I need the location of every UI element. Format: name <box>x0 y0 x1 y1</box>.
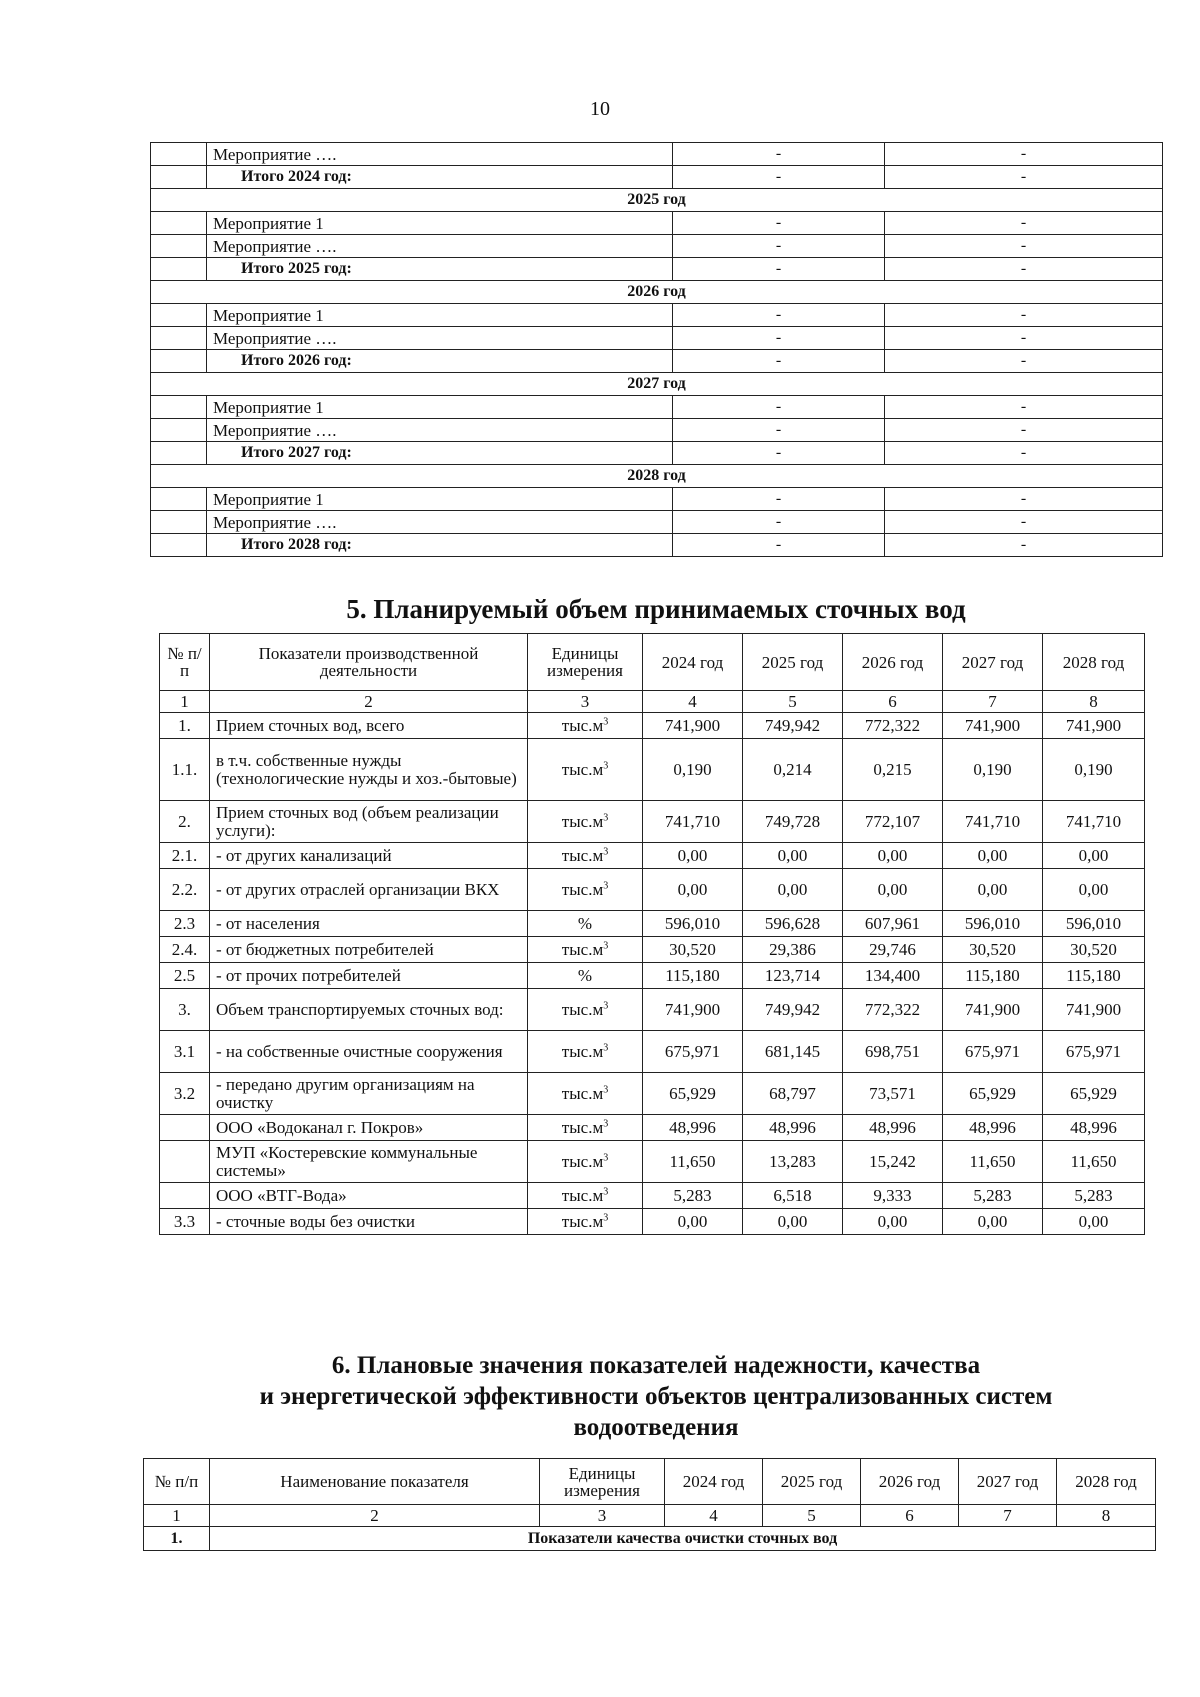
indicator-name: - на собственные очистные сооружения <box>210 1031 528 1073</box>
column-header: 2028 год <box>1043 634 1145 691</box>
unit-cell <box>528 1183 643 1209</box>
blank-cell <box>151 258 207 281</box>
blank-cell <box>151 350 207 373</box>
value-cell: - <box>885 534 1163 557</box>
value-cell: - <box>885 350 1163 373</box>
unit-text: % <box>577 966 593 985</box>
table-row <box>144 1527 1156 1551</box>
value-cell: - <box>673 212 885 235</box>
value-cell: 675,971 <box>1043 1031 1145 1073</box>
table-row <box>151 350 1163 373</box>
value-cell: 749,728 <box>743 801 843 843</box>
column-header: Показатели производственной деятельности <box>210 634 528 691</box>
column-number: 4 <box>665 1505 763 1527</box>
blank-cell <box>151 327 207 350</box>
table-row <box>160 1209 1145 1235</box>
value-cell: 741,710 <box>643 801 743 843</box>
unit-cell <box>528 713 643 739</box>
unit-exponent: 3 <box>603 846 609 858</box>
table-row <box>151 442 1163 465</box>
measure-name: Мероприятие …. <box>207 327 673 350</box>
unit-cell <box>528 869 643 911</box>
section-6-title-line-1: 6. Плановые значения показателей надежности, качества <box>331 1352 981 1379</box>
unit-cell <box>528 989 643 1031</box>
indicator-name: - от других канализаций <box>210 843 528 869</box>
blank-cell <box>151 304 207 327</box>
table-row <box>160 1031 1145 1073</box>
unit-cell <box>528 801 643 843</box>
value-cell: 65,929 <box>943 1073 1043 1115</box>
value-cell: 596,010 <box>943 911 1043 937</box>
unit-text: тыс.м <box>561 716 604 735</box>
value-cell: 0,00 <box>1043 843 1145 869</box>
unit-cell <box>528 843 643 869</box>
blank-cell <box>151 511 207 534</box>
table-row <box>160 1115 1145 1141</box>
column-header: Наименование показателя <box>210 1459 540 1505</box>
section-row-title: Показатели качества очистки сточных вод <box>210 1527 1156 1551</box>
column-header: 2027 год <box>959 1459 1057 1505</box>
value-cell: 0,00 <box>843 843 943 869</box>
measure-name: Мероприятие …. <box>207 143 673 166</box>
value-cell: 5,283 <box>1043 1183 1145 1209</box>
value-cell: 0,00 <box>843 869 943 911</box>
value-cell: - <box>885 304 1163 327</box>
indicator-name: Прием сточных вод, всего <box>210 713 528 739</box>
table-row <box>151 189 1163 212</box>
indicator-name: ООО «ВТГ-Вода» <box>210 1183 528 1209</box>
value-cell: 15,242 <box>843 1141 943 1183</box>
unit-exponent: 3 <box>603 1084 609 1096</box>
value-cell: 5,283 <box>943 1183 1043 1209</box>
column-header: 2028 год <box>1057 1459 1156 1505</box>
unit-cell <box>528 963 643 989</box>
blank-cell <box>151 166 207 189</box>
unit-text: тыс.м <box>561 812 604 831</box>
value-cell: 48,996 <box>643 1115 743 1141</box>
unit-text: тыс.м <box>561 1084 604 1103</box>
measure-name: Мероприятие …. <box>207 235 673 258</box>
value-cell: 30,520 <box>1043 937 1145 963</box>
value-cell: - <box>885 488 1163 511</box>
value-cell: 0,00 <box>1043 869 1145 911</box>
value-cell: 675,971 <box>643 1031 743 1073</box>
value-cell: 772,322 <box>843 713 943 739</box>
unit-cell <box>528 1209 643 1235</box>
column-number: 2 <box>210 691 528 713</box>
section-6-title-line-3: водоотведения <box>573 1414 739 1441</box>
unit-text: тыс.м <box>561 760 604 779</box>
table-row <box>151 235 1163 258</box>
value-cell: 0,214 <box>743 739 843 801</box>
blank-cell <box>151 534 207 557</box>
table-header-row <box>144 1459 1156 1505</box>
table-row <box>160 801 1145 843</box>
table-header-row <box>160 634 1145 691</box>
value-cell: - <box>673 166 885 189</box>
column-header: 2024 год <box>643 634 743 691</box>
table-row <box>151 534 1163 557</box>
table-row <box>160 869 1145 911</box>
year-header: 2028 год <box>151 465 1163 488</box>
row-number: 3. <box>160 989 210 1031</box>
value-cell: 596,628 <box>743 911 843 937</box>
indicator-name: Объем транспортируемых сточных вод: <box>210 989 528 1031</box>
blank-cell <box>151 235 207 258</box>
row-number <box>160 1183 210 1209</box>
table-row <box>160 963 1145 989</box>
column-number-row <box>144 1505 1156 1527</box>
table-row <box>160 843 1145 869</box>
table-row <box>160 1183 1145 1209</box>
table-row <box>151 258 1163 281</box>
measure-name: Мероприятие …. <box>207 511 673 534</box>
value-cell: 48,996 <box>743 1115 843 1141</box>
table-row <box>151 143 1163 166</box>
value-cell: - <box>673 235 885 258</box>
value-cell: 741,900 <box>643 713 743 739</box>
column-number: 3 <box>528 691 643 713</box>
unit-cell <box>528 1141 643 1183</box>
row-number: 1. <box>160 713 210 739</box>
value-cell: 0,00 <box>943 843 1043 869</box>
table-row <box>151 465 1163 488</box>
value-cell: 5,283 <box>643 1183 743 1209</box>
row-number: 2.2. <box>160 869 210 911</box>
measure-name: Мероприятие 1 <box>207 488 673 511</box>
table-row <box>160 911 1145 937</box>
value-cell: 741,900 <box>643 989 743 1031</box>
indicator-name: - сточные воды без очистки <box>210 1209 528 1235</box>
row-number <box>160 1115 210 1141</box>
total-label: Итого 2027 год: <box>207 442 673 465</box>
value-cell: 0,190 <box>1043 739 1145 801</box>
column-number-row <box>160 691 1145 713</box>
value-cell: 772,322 <box>843 989 943 1031</box>
value-cell: 596,010 <box>643 911 743 937</box>
value-cell: 11,650 <box>643 1141 743 1183</box>
unit-exponent: 3 <box>603 940 609 952</box>
unit-text: тыс.м <box>561 1186 604 1205</box>
column-number: 6 <box>861 1505 959 1527</box>
column-header: № п/п <box>144 1459 210 1505</box>
value-cell: 749,942 <box>743 713 843 739</box>
unit-text: тыс.м <box>561 1000 604 1019</box>
unit-exponent: 3 <box>603 760 609 772</box>
indicator-name: ООО «Водоканал г. Покров» <box>210 1115 528 1141</box>
row-number: 1. <box>144 1527 210 1551</box>
value-cell: - <box>673 534 885 557</box>
blank-cell <box>151 488 207 511</box>
value-cell: 11,650 <box>943 1141 1043 1183</box>
column-header: 2027 год <box>943 634 1043 691</box>
value-cell: 48,996 <box>943 1115 1043 1141</box>
indicator-name: в т.ч. собственные нужды (технологические нужды и хоз.-бытовые) <box>210 739 528 801</box>
value-cell: - <box>673 327 885 350</box>
column-number: 2 <box>210 1505 540 1527</box>
blank-cell <box>151 143 207 166</box>
unit-exponent: 3 <box>603 1000 609 1012</box>
unit-cell <box>528 911 643 937</box>
value-cell: 65,929 <box>1043 1073 1145 1115</box>
indicator-name: - от прочих потребителей <box>210 963 528 989</box>
column-number: 1 <box>144 1505 210 1527</box>
value-cell: 741,710 <box>1043 801 1145 843</box>
measure-name: Мероприятие 1 <box>207 304 673 327</box>
value-cell: 698,751 <box>843 1031 943 1073</box>
value-cell: 30,520 <box>643 937 743 963</box>
value-cell: 13,283 <box>743 1141 843 1183</box>
value-cell: 65,929 <box>643 1073 743 1115</box>
unit-exponent: 3 <box>603 1212 609 1224</box>
value-cell: 0,00 <box>643 843 743 869</box>
value-cell: - <box>885 396 1163 419</box>
unit-exponent: 3 <box>603 1042 609 1054</box>
unit-text: тыс.м <box>561 880 604 899</box>
indicator-name: - передано другим организациям на очистку <box>210 1073 528 1115</box>
value-cell: - <box>673 304 885 327</box>
value-cell: 6,518 <box>743 1183 843 1209</box>
total-label: Итого 2028 год: <box>207 534 673 557</box>
table-row <box>151 281 1163 304</box>
value-cell: - <box>673 511 885 534</box>
unit-cell <box>528 1031 643 1073</box>
value-cell: 73,571 <box>843 1073 943 1115</box>
value-cell: 115,180 <box>1043 963 1145 989</box>
unit-cell <box>528 1073 643 1115</box>
value-cell: 0,190 <box>943 739 1043 801</box>
value-cell: 741,900 <box>1043 989 1145 1031</box>
page-number: 10 <box>590 98 610 120</box>
value-cell: 134,400 <box>843 963 943 989</box>
unit-text: тыс.м <box>561 1152 604 1171</box>
value-cell: 0,00 <box>643 869 743 911</box>
table-row <box>151 212 1163 235</box>
value-cell: - <box>673 350 885 373</box>
column-header: 2025 год <box>763 1459 861 1505</box>
value-cell: 0,215 <box>843 739 943 801</box>
value-cell: - <box>885 511 1163 534</box>
value-cell: 0,00 <box>743 869 843 911</box>
indicator-name: - от бюджетных потребителей <box>210 937 528 963</box>
value-cell: 9,333 <box>843 1183 943 1209</box>
blank-cell <box>151 442 207 465</box>
value-cell: 675,971 <box>943 1031 1043 1073</box>
value-cell: 607,961 <box>843 911 943 937</box>
value-cell: 0,190 <box>643 739 743 801</box>
value-cell: 123,714 <box>743 963 843 989</box>
column-number: 8 <box>1057 1505 1156 1527</box>
unit-text: % <box>577 914 593 933</box>
value-cell: - <box>673 419 885 442</box>
value-cell: - <box>885 166 1163 189</box>
table-row <box>151 166 1163 189</box>
value-cell: - <box>885 235 1163 258</box>
value-cell: 741,900 <box>943 989 1043 1031</box>
wastewater-volume-table <box>159 633 1145 1235</box>
column-header: 2025 год <box>743 634 843 691</box>
value-cell: - <box>885 143 1163 166</box>
row-number: 3.3 <box>160 1209 210 1235</box>
unit-text: тыс.м <box>561 846 604 865</box>
column-header: № п/п <box>160 634 210 691</box>
value-cell: 772,107 <box>843 801 943 843</box>
column-number: 4 <box>643 691 743 713</box>
year-header: 2026 год <box>151 281 1163 304</box>
value-cell: 0,00 <box>743 1209 843 1235</box>
table-row <box>160 713 1145 739</box>
table-row <box>160 1141 1145 1183</box>
value-cell: 741,900 <box>1043 713 1145 739</box>
column-number: 5 <box>763 1505 861 1527</box>
indicator-name: - от населения <box>210 911 528 937</box>
value-cell: - <box>673 258 885 281</box>
value-cell: 0,00 <box>943 869 1043 911</box>
indicator-name: - от других отраслей организации ВКХ <box>210 869 528 911</box>
column-header: Единицы измерения <box>528 634 643 691</box>
value-cell: - <box>673 396 885 419</box>
table-row <box>151 304 1163 327</box>
unit-exponent: 3 <box>603 1118 609 1130</box>
row-number: 3.2 <box>160 1073 210 1115</box>
row-number: 1.1. <box>160 739 210 801</box>
value-cell: - <box>673 143 885 166</box>
value-cell: - <box>885 419 1163 442</box>
value-cell: 68,797 <box>743 1073 843 1115</box>
value-cell: 596,010 <box>1043 911 1145 937</box>
row-number: 3.1 <box>160 1031 210 1073</box>
value-cell: 749,942 <box>743 989 843 1031</box>
column-number: 5 <box>743 691 843 713</box>
measure-name: Мероприятие …. <box>207 419 673 442</box>
value-cell: 0,00 <box>743 843 843 869</box>
blank-cell <box>151 419 207 442</box>
value-cell: 29,386 <box>743 937 843 963</box>
measure-name: Мероприятие 1 <box>207 396 673 419</box>
value-cell: - <box>885 258 1163 281</box>
column-number: 1 <box>160 691 210 713</box>
value-cell: - <box>885 327 1163 350</box>
unit-text: тыс.м <box>561 1118 604 1137</box>
unit-exponent: 3 <box>603 1186 609 1198</box>
unit-text: тыс.м <box>561 1212 604 1231</box>
year-header: 2027 год <box>151 373 1163 396</box>
column-header: Единицы измерения <box>540 1459 665 1505</box>
row-number: 2.5 <box>160 963 210 989</box>
section-6-title-line-2: и энергетической эффективности объектов централизованных систем <box>259 1383 1053 1410</box>
value-cell: - <box>885 212 1163 235</box>
column-number: 6 <box>843 691 943 713</box>
row-number: 2. <box>160 801 210 843</box>
value-cell: 0,00 <box>1043 1209 1145 1235</box>
row-number: 2.3 <box>160 911 210 937</box>
table-row <box>151 396 1163 419</box>
value-cell: - <box>673 442 885 465</box>
unit-cell <box>528 1115 643 1141</box>
value-cell: 115,180 <box>643 963 743 989</box>
column-number: 8 <box>1043 691 1145 713</box>
section-5-title: 5. Планируемый объем принимаемых сточных вод <box>346 594 966 624</box>
column-header: 2026 год <box>843 634 943 691</box>
indicators-table <box>143 1458 1156 1551</box>
value-cell: 48,996 <box>843 1115 943 1141</box>
table-row <box>151 511 1163 534</box>
value-cell: - <box>673 488 885 511</box>
unit-text: тыс.м <box>561 1042 604 1061</box>
row-number: 2.1. <box>160 843 210 869</box>
value-cell: 681,145 <box>743 1031 843 1073</box>
table-row <box>160 1073 1145 1115</box>
budget-table <box>150 142 1163 557</box>
table-row <box>160 739 1145 801</box>
value-cell: 29,746 <box>843 937 943 963</box>
unit-exponent: 3 <box>603 880 609 892</box>
table-row <box>151 488 1163 511</box>
table-row <box>151 373 1163 396</box>
unit-cell <box>528 937 643 963</box>
table-row <box>160 989 1145 1031</box>
value-cell: 11,650 <box>1043 1141 1145 1183</box>
unit-exponent: 3 <box>603 1152 609 1164</box>
value-cell: 741,710 <box>943 801 1043 843</box>
total-label: Итого 2024 год: <box>207 166 673 189</box>
section-6-title <box>150 1350 1162 1443</box>
row-number: 2.4. <box>160 937 210 963</box>
unit-exponent: 3 <box>603 812 609 824</box>
value-cell: 0,00 <box>843 1209 943 1235</box>
unit-cell <box>528 739 643 801</box>
row-number <box>160 1141 210 1183</box>
value-cell: 115,180 <box>943 963 1043 989</box>
column-number: 7 <box>943 691 1043 713</box>
measure-name: Мероприятие 1 <box>207 212 673 235</box>
blank-cell <box>151 212 207 235</box>
value-cell: 0,00 <box>643 1209 743 1235</box>
blank-cell <box>151 396 207 419</box>
unit-text: тыс.м <box>561 940 604 959</box>
value-cell: 30,520 <box>943 937 1043 963</box>
table-row <box>151 327 1163 350</box>
column-number: 7 <box>959 1505 1057 1527</box>
total-label: Итого 2026 год: <box>207 350 673 373</box>
value-cell: - <box>885 442 1163 465</box>
value-cell: 48,996 <box>1043 1115 1145 1141</box>
indicator-name: Прием сточных вод (объем реализации услуги): <box>210 801 528 843</box>
year-header: 2025 год <box>151 189 1163 212</box>
column-header: 2026 год <box>861 1459 959 1505</box>
value-cell: 741,900 <box>943 713 1043 739</box>
unit-exponent: 3 <box>603 716 609 728</box>
table-row <box>151 419 1163 442</box>
table-row <box>160 937 1145 963</box>
total-label: Итого 2025 год: <box>207 258 673 281</box>
column-number: 3 <box>540 1505 665 1527</box>
indicator-name: МУП «Костеревские коммунальные системы» <box>210 1141 528 1183</box>
column-header: 2024 год <box>665 1459 763 1505</box>
value-cell: 0,00 <box>943 1209 1043 1235</box>
